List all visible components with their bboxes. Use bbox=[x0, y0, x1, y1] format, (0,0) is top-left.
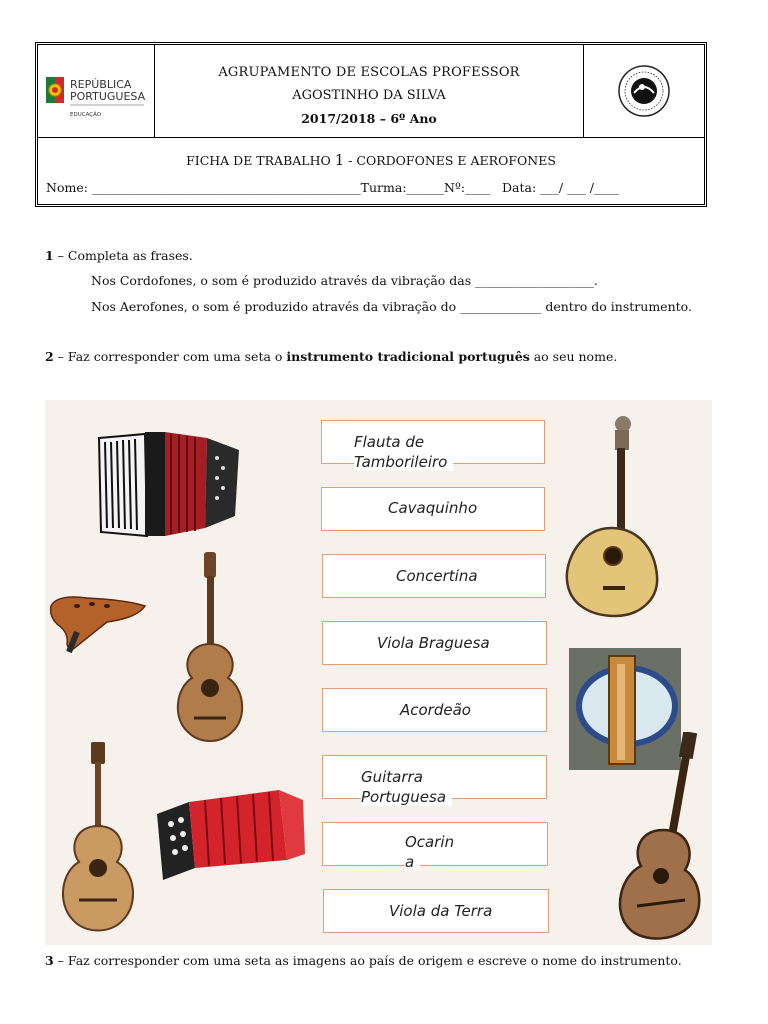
question-3-prompt bbox=[45, 953, 682, 968]
logo-text-2: PORTUGUESA bbox=[70, 90, 146, 103]
logo-text-1: REPÚBLICA bbox=[70, 78, 132, 91]
question-1-text: – Completa as frases. bbox=[53, 248, 193, 263]
label-2-line-1: Cavaquinho bbox=[388, 499, 478, 517]
school-info bbox=[156, 45, 582, 137]
turma-label: Turma: bbox=[360, 180, 407, 195]
worksheet-header bbox=[35, 42, 707, 207]
label-guitarra-portuguesa[interactable] bbox=[322, 755, 547, 806]
label-1-line-2: Tamborileiro bbox=[354, 453, 453, 471]
label-6-line-1: Guitarra bbox=[361, 768, 423, 786]
republica-emblem-icon bbox=[38, 45, 152, 135]
question-1-sentence-2: Nos Aerofones, o som é produzido através da vibração do _____________ dentro do instrumento. bbox=[91, 299, 692, 314]
numero-label: Nº: bbox=[444, 180, 466, 195]
ficha-title bbox=[38, 151, 704, 169]
student-info-line bbox=[46, 180, 619, 195]
concertina-icon[interactable] bbox=[149, 784, 309, 890]
accordion-icon[interactable] bbox=[95, 428, 243, 540]
label-viola-da-terra[interactable] bbox=[323, 889, 549, 933]
label-concertina[interactable] bbox=[322, 554, 546, 598]
nome-label: Nome: bbox=[46, 180, 92, 195]
question-2-text-before: – Faz corresponder com uma seta o bbox=[53, 349, 287, 364]
viola-da-terra-icon[interactable] bbox=[609, 732, 709, 944]
ficha-number: 1 bbox=[334, 151, 345, 169]
label-ocarina[interactable] bbox=[322, 822, 548, 871]
header-top-row bbox=[38, 45, 704, 138]
question-1-sentence-1: Nos Cordofones, o som é produzido através da vibração das ___________________. bbox=[91, 273, 598, 288]
question-3-number: 3 bbox=[45, 953, 54, 968]
question-2-bold-text: instrumento tradicional português bbox=[286, 349, 530, 364]
label-cavaquinho[interactable] bbox=[321, 487, 545, 531]
instruments-image bbox=[45, 400, 712, 945]
label-viola-braguesa[interactable] bbox=[322, 621, 547, 665]
question-1-number: 1 bbox=[45, 248, 54, 263]
turma-field[interactable]: ______ bbox=[406, 180, 445, 195]
numero-field[interactable]: ____ bbox=[465, 180, 491, 195]
school-line-2: AGOSTINHO DA SILVA bbox=[292, 88, 446, 103]
guitarra-portuguesa-icon[interactable] bbox=[559, 410, 665, 620]
data-label: Data: bbox=[502, 180, 541, 195]
school-seal bbox=[583, 45, 704, 137]
label-6-line-2: Portuguesa bbox=[361, 788, 452, 806]
question-3-text: – Faz corresponder com uma seta as imagens ao país de origem e escreve o nome do instrumento. bbox=[53, 953, 682, 968]
label-4-line-1: Viola Braguesa bbox=[377, 634, 490, 652]
nome-field[interactable]: ___________________________________________ bbox=[91, 180, 361, 195]
label-7-line-2: a bbox=[405, 853, 420, 871]
question-2-prompt bbox=[45, 349, 617, 364]
data-field[interactable]: ___/ ___ /____ bbox=[540, 180, 620, 195]
ficha-prefix: FICHA DE TRABALHO bbox=[186, 153, 335, 168]
viola-braguesa-icon[interactable] bbox=[170, 548, 250, 746]
cavaquinho-icon[interactable] bbox=[53, 738, 143, 938]
label-acordeao[interactable] bbox=[322, 688, 547, 732]
question-1-prompt bbox=[45, 248, 193, 263]
logo-text-3: EDUCAÇÃO bbox=[70, 112, 102, 118]
label-8-line-1: Viola da Terra bbox=[389, 902, 493, 920]
label-1-line-1: Flauta de bbox=[354, 433, 425, 451]
ocarina-icon[interactable] bbox=[47, 592, 147, 658]
label-3-line-1: Concertina bbox=[396, 567, 478, 585]
question-2-number: 2 bbox=[45, 349, 54, 364]
ficha-suffix: - CORDOFONES E AEROFONES bbox=[344, 153, 556, 168]
republica-logo bbox=[38, 45, 155, 137]
label-7-line-1: Ocarin bbox=[405, 833, 455, 851]
label-5-line-1: Acordeão bbox=[400, 701, 471, 719]
school-seal-icon bbox=[584, 45, 702, 135]
school-line-1: AGRUPAMENTO DE ESCOLAS PROFESSOR bbox=[218, 65, 520, 80]
school-year: 2017/2018 – 6º Ano bbox=[301, 111, 437, 126]
label-flauta-tamborileiro[interactable] bbox=[321, 420, 545, 471]
question-2-text-after: ao seu nome. bbox=[529, 349, 618, 364]
